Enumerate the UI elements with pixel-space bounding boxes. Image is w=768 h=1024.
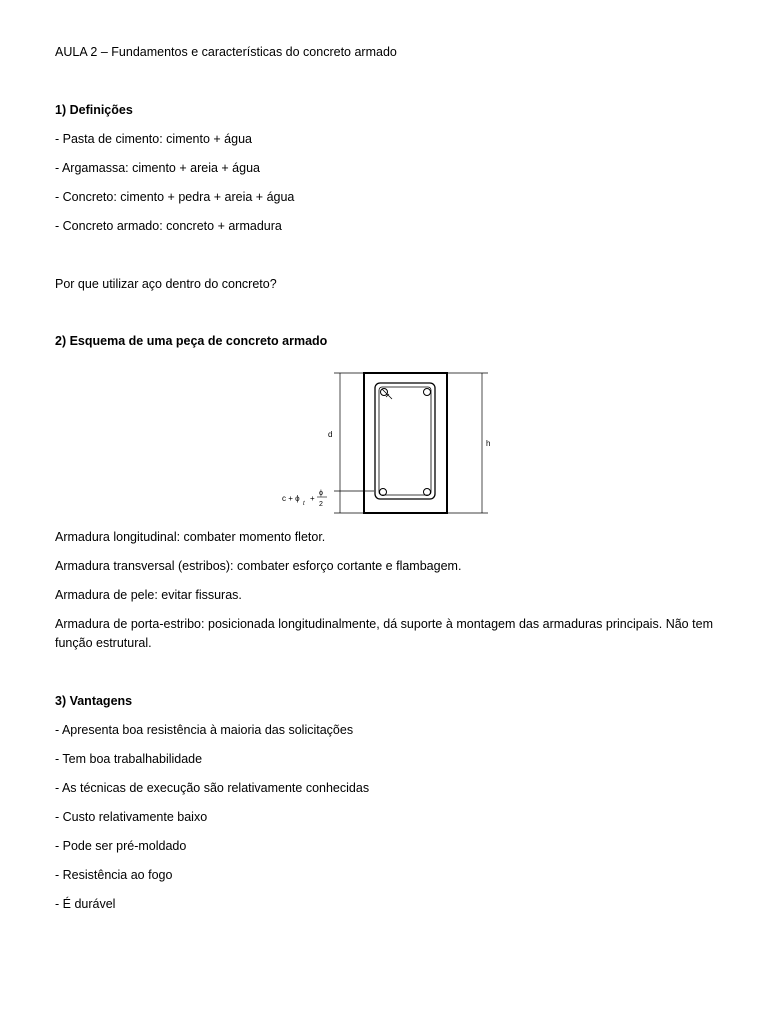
definition-item: - Concreto: cimento + pedra + areia + água [55, 190, 295, 204]
dimension-h-label: h [486, 439, 491, 448]
section-3-heading: 3) Vantagens [55, 694, 133, 708]
reinforcement-item: Armadura de pele: evitar fissuras. [55, 588, 242, 602]
section-1-heading: 1) Definições [55, 103, 133, 117]
advantage-item: - Tem boa trabalhabilidade [55, 752, 203, 766]
cover-fraction-denominator: 2 [319, 501, 323, 508]
definition-item: - Concreto armado: concreto + armadura [55, 219, 282, 233]
stirrup-inner [379, 387, 431, 495]
advantage-item: - Pode ser pré-moldado [55, 839, 187, 853]
cover-label: c + ϕ [282, 494, 300, 503]
advantage-item: - É durável [55, 897, 116, 911]
dimension-d-label: d [328, 430, 333, 439]
reinforcement-item: Armadura transversal (estribos): combater esforço cortante e flambagem. [55, 559, 462, 573]
reinforcement-item-paragraph: Armadura de porta-estribo: posicionada longitudinalmente, dá suporte à montagem das armaduras principais. Não tem função estrutural. [55, 617, 713, 650]
cover-fraction-numerator: ϕ [319, 490, 323, 497]
advantage-item: - As técnicas de execução são relativamente conhecidas [55, 781, 370, 795]
rebar-bottom-left [380, 489, 387, 496]
rebar-bottom-right [424, 489, 431, 496]
advantage-item: - Resistência ao fogo [55, 868, 173, 882]
page-title: AULA 2 – Fundamentos e características do concreto armado [55, 45, 397, 59]
reinforcement-item: Armadura longitudinal: combater momento fletor. [55, 530, 326, 544]
reinforced-concrete-section-diagram [270, 363, 500, 520]
rebar-top-right [424, 389, 431, 396]
question-text: Por que utilizar aço dentro do concreto? [55, 277, 277, 291]
advantage-item: - Custo relativamente baixo [55, 810, 208, 824]
definition-item: - Pasta de cimento: cimento + água [55, 132, 252, 146]
definition-item: - Argamassa: cimento + areia + água [55, 161, 260, 175]
rebar-top-left [381, 389, 388, 396]
cover-subscript: t [303, 501, 305, 507]
cover-plus: + [310, 494, 315, 503]
stirrup-outer [375, 383, 435, 499]
section-2-heading: 2) Esquema de uma peça de concreto armado [55, 334, 328, 348]
advantage-item: - Apresenta boa resistência à maioria das solicitações [55, 723, 354, 737]
